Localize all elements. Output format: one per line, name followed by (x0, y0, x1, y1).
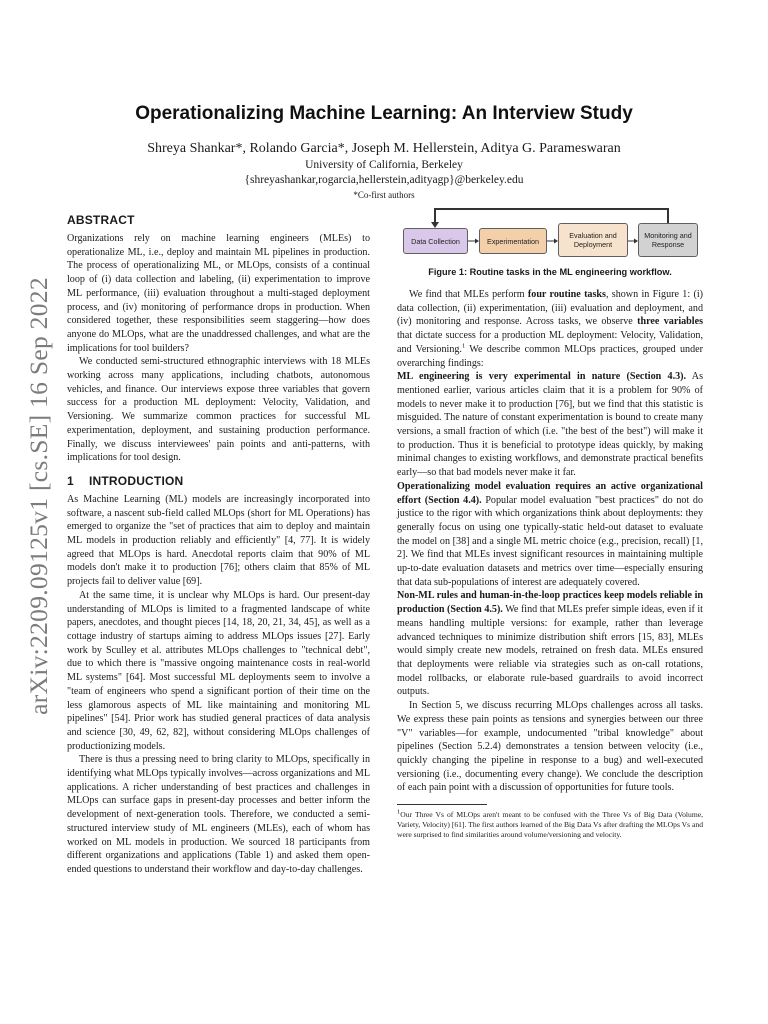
finding-evaluation: Operationalizing model evaluation requires an active organizational effort (Section 4.4). Popular model evaluation "best practices" do not do justice to the rigor with which organizations think about deployments: they generally focus on using one typically-static held-out dataset to evaluate the model on [38] and a single ML metric choice (e.g., precision, recall) [1, 2]. We find that MLEs invest significant resources in maintaining multiple up-to-date evaluation datasets and metrics over time—especially ensuring that data sub-populations of interest are adequately covered. (397, 480, 704, 588)
experimentation-box: Experimentation (479, 228, 547, 254)
section-number: 1 (67, 473, 74, 488)
finding-reliability: Non-ML rules and human-in-the-loop practices keep models reliable in production (Section 4.5). We find that MLEs prefer simple ideas, even if it means handling multiple versions: for example, rather than leverage advanced techniques to minimize distribution shift errors [15, 83], MLEs would simply create new models, retrained on fresh data. MLEs ensured that deployments were reliable via strategies such as on-call rotations, model rollbacks, or elaborate rule-based guardrails to avoid incorrect outputs. (397, 590, 703, 698)
paper-header (60, 102, 708, 202)
intro-paragraph-3: There is thus a pressing need to bring clarity to MLOps, specifically in identifying what MLOps typically involves—across organizations and ML applications. A richer understanding of best practices and challenges in MLOps can surface gaps in present-day processes and better inform the development of next-generation tools. Therefore, we conducted a semi-structured interview study of ML engineers (MLEs), each of whom has worked on ML models in production. We sourced 18 participants from different organizations and applications (Table 1) and asked them open-ended questions to understand their workflow and day-to-day challenges. (67, 754, 370, 875)
abstract-paragraph-2: We conducted semi-structured ethnographic interviews with 18 MLEs working across many applications, including chatbots, autonomous vehicles, and finance. Our interviews expose three variables that govern success for a production ML deployment: Velocity, Validation, and Versioning. We summarize common practices for successful ML experimentation, deployment, and sustaining production performance. Finally, we discuss interviewees' pain points and anti-patterns, with implications for tool design. (67, 356, 370, 464)
right-column (397, 206, 703, 840)
abstract-heading: ABSTRACT (67, 213, 135, 227)
paper-title: Operationalizing Machine Learning: An Interview Study (135, 103, 633, 124)
arxiv-stamp: arXiv:2209.09125v1 [cs.SE] 16 Sep 2022 (24, 277, 53, 715)
finding-experimental: ML engineering is very experimental in nature (Section 4.3). As mentioned earlier, various articles claim that it is a problem for 90% of models to never make it to production [76], but we find that this statistic is misguided. The nature of constant experimentation is bound to create many versions, a small fraction of which (i.e. "the best of the best") will make it to production. Thus it is beneficial to prototype ideas quickly, by making minimal changes to existing workflows, and demonstrate practical benefits early—so that bad models never make it far. (397, 371, 704, 479)
author-emails: {shreyashankar,rogarcia,hellerstein,adityagp}@berkeley.edu (244, 174, 524, 186)
footnote: $^1$Our Three Vs of MLOps aren't meant to be confused with the Three Vs of Big Data (Volume, Variety, Velocity) [61]. The first authors learned of the Big Data Vs after drafting the MLOps Vs and were surprised to find similarities around volume/versioning and velocity. (397, 808, 703, 840)
footnote-marker: 1 (461, 342, 466, 350)
figure-caption: Figure 1: Routine tasks in the ML engineering workflow. (428, 267, 672, 277)
cofirst-note: *Co-first authors (353, 190, 415, 200)
section-title: INTRODUCTION (89, 473, 184, 488)
affiliation: University of California, Berkeley (305, 159, 463, 171)
intro-paragraph-1: As Machine Learning (ML) models are increasingly incorporated into software, a nascent sub-field called MLOps (short for ML Operations) has emerged to organize the "set of practices that aim to deploy and maintain ML models in production reliably and efficiently" [4, 77]. It is widely agreed that MLOps is hard. Anecdotal reports claim that 90% of ML models don't make it to production [76]; others claim that 85% of ML projects fail to deliver value [69]. (67, 493, 370, 588)
author-list: Shreya Shankar*, Rolando Garcia*, Joseph M. Hellerstein, Aditya G. Parameswaran (147, 141, 621, 156)
footnote-number: 1 (397, 808, 401, 816)
findings-intro-paragraph: We find that MLEs perform four routine tasks, shown in Figure 1: (i) data collection, (ii) experimentation, (iii) evaluation and deployment, and (iv) monitoring and response. Across tasks, we observe three variables that dictate success for a production ML deployment: Velocity, Validation, and Versioning.$^1$ We describe common MLOps practices, grouped under overarching findings: (397, 289, 703, 369)
pain-points-paragraph: In Section 5, we discuss recurring MLOps challenges across all tasks. We express these pain points as tensions and synergies between our three "V" variables—for example, undocumented "tribal knowledge" about pipelines (Section 5.2.4) demonstrates a tension between velocity (i.e., quickly changing the pipeline in response to a bug) and well-executed versioning (i.e., documenting every change). We conclude the description of each pain point with a discussion of opportunities for future tools. (397, 700, 703, 794)
monitoring-response-box: Monitoring and Response (638, 223, 698, 257)
arxiv-stamp-container (18, 276, 60, 716)
left-column (67, 213, 370, 877)
intro-paragraph-2: At the same time, it is unclear why MLOps is hard. Our present-day understanding of MLOps is limited to a fragmented landscape of white papers, anecdotes, and thought pieces [14, 18, 20, 21, 34, 45], as well as a cottage industry of startups aiming to address MLOps issues [27]. Early work by Sculley et al. attributes MLOps challenges to "technical debt", due to which there is "massive ongoing maintenance costs in real-world ML systems" [64]. Most successful ML deployments seem to involve a "team of engineers who spend a significant portion of their time on the less glamorous aspects of ML like maintaining and monitoring ML pipelines" [54]. Prior work has studied general practices of data analysis and science [30, 49, 62, 82], without considering MLOps challenges of productionizing models. (67, 589, 370, 752)
data-collection-box: Data Collection (403, 228, 468, 254)
abstract-paragraph-1: Organizations rely on machine learning engineers (MLEs) to operationalize ML, i.e., deploy and maintain ML pipelines in production. The process of operationalizing ML, or MLOps, consists of a continual loop of (i) data collection and labeling, (ii) experimentation to improve ML performance, (iii) evaluation throughout a multi-staged deployment process, and (iv) monitoring of performance drops in production. When considered together, these responsibilities seem staggering—how does anyone do MLOps, what are the unaddressed challenges, and what are the implications for tool builders? (67, 233, 370, 354)
evaluation-deployment-box: Evaluation and Deployment (558, 223, 628, 257)
workflow-figure (397, 206, 703, 264)
footnote-rule (397, 804, 487, 805)
introduction-heading (67, 474, 370, 488)
